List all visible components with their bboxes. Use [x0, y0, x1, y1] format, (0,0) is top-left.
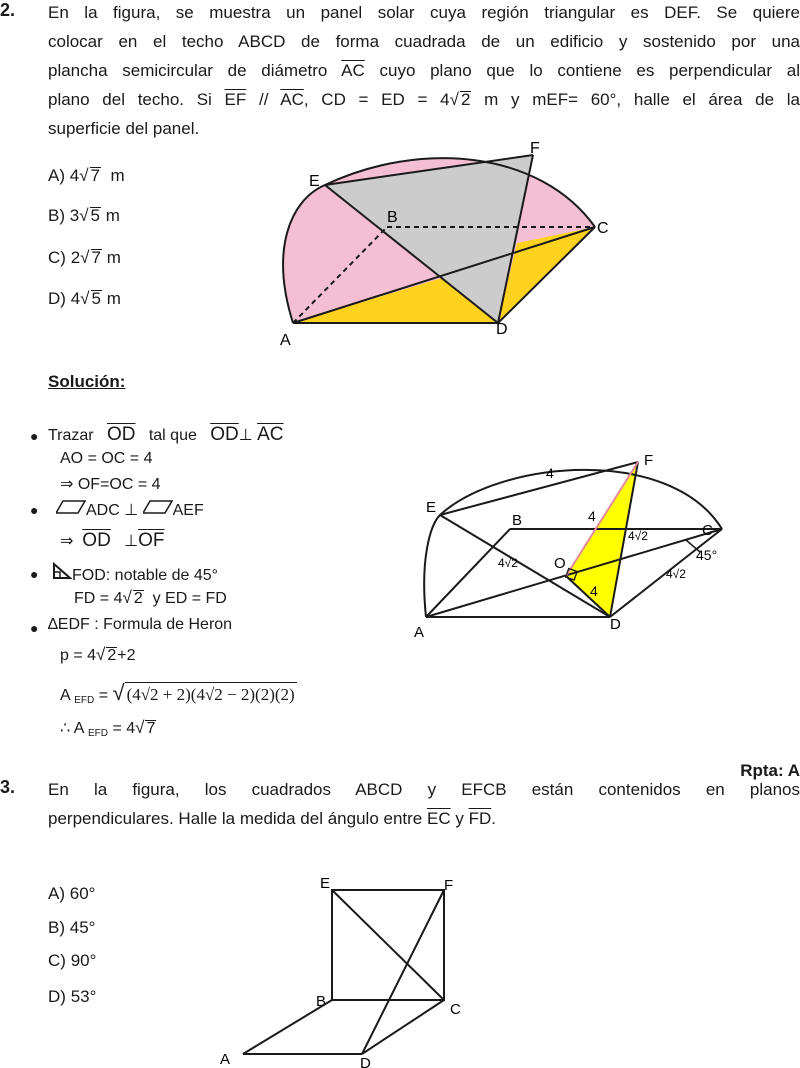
right-triangle-icon [52, 562, 72, 580]
solution-step-4b: p = 4√ 2+2 [60, 645, 136, 664]
option-d[interactable]: D) 53° [48, 987, 97, 1006]
svg-text:C: C [450, 1001, 461, 1018]
solution-title: Solución: [48, 372, 126, 391]
problem-statement: En la figura, se muestra un panel solar cuya región triangular es DEF. Se quiere colocar en el techo ABCD de forma cuadrada de un edificio y sostenido por una plancha semicircular de diámetro $\overline{AC}$ cuyo plano que lo contiene es perpendicular al plano del techo. Si $\overline{EF} // \overline{AC}$, CD = ED = 4√ 2 m y mEF= 60°, halle el área de la superficie del panel. [48, 3, 800, 138]
svg-text:F: F [444, 877, 454, 894]
option-b[interactable]: B) 45° [48, 918, 96, 937]
problem-number: 3. [0, 777, 16, 797]
option-d[interactable]: D) 4√ 5 m [48, 289, 121, 308]
option-c[interactable]: C) 2√ 7 m [48, 248, 121, 267]
svg-text:D: D [360, 1055, 371, 1068]
solution-step-3: FOD: notable de 45° [52, 562, 218, 585]
solution-step-1b: AO = OC = 4 [60, 450, 153, 467]
problem-statement-3: En la figura, los cuadrados ABCD y EFCB están contenidos en planos perpendiculares. Halle la medida del ángulo entre $\overline{EC}$ y $\overline{FD}$. [48, 780, 800, 828]
solution-step-2b: ⇒ $\overline{OD}$ $\perp\overline{OF}$ [60, 530, 165, 551]
svg-text:4√2: 4√2 [628, 529, 648, 543]
option-a[interactable]: A) 60° [48, 884, 96, 903]
point-d-label: D [496, 321, 508, 338]
solution-step-3b: FD = 4√ 2 y ED = FD [74, 588, 227, 607]
svg-text:4: 4 [588, 508, 596, 524]
point-a-label: A [280, 332, 291, 349]
svg-text:D: D [610, 616, 621, 633]
svg-text:E: E [320, 875, 331, 892]
option-b[interactable]: B) 3√ 5 m [48, 206, 120, 225]
svg-text:4√2: 4√2 [666, 567, 686, 581]
point-f-label: F [530, 140, 540, 157]
solution-step-1c: ⇒ OF=OC = 4 [60, 476, 161, 493]
heron-result: ∴ A $_{EFD}$ = 4√ 7 [60, 718, 156, 739]
solar-panel-figure [0, 0, 800, 360]
option-c[interactable]: C) 90° [48, 951, 97, 970]
bullet-icon: ● [30, 428, 39, 444]
svg-text:4: 4 [546, 465, 554, 481]
svg-text:F: F [644, 452, 654, 469]
svg-text:B: B [512, 512, 523, 529]
point-e-label: E [309, 173, 320, 190]
svg-text:4√2: 4√2 [498, 556, 518, 570]
svg-text:45°: 45° [696, 547, 718, 563]
solution-figure [400, 440, 740, 650]
squares-figure [200, 868, 500, 1068]
svg-text:B: B [316, 993, 327, 1010]
svg-text:A: A [414, 624, 425, 641]
solution-step-1: Trazar $\overline{OD}$ tal que $\overline{OD}\perp$ $\overline{AC}$ [48, 424, 284, 445]
option-a[interactable]: A) 4√ 7 m [48, 166, 125, 185]
svg-text:4: 4 [590, 583, 598, 599]
svg-text:C: C [702, 522, 713, 539]
plane-icon [56, 499, 86, 515]
point-c-label: C [597, 220, 609, 237]
heron-formula: A $_{EFD}$ = √ (4√2 + 2)(4√2 − 2)(2)(2) [60, 680, 295, 706]
svg-text:A: A [220, 1051, 231, 1068]
plane-icon [143, 499, 173, 515]
svg-text:E: E [426, 499, 437, 516]
bullet-icon: ● [30, 620, 39, 636]
problem-number: 2. [0, 0, 16, 20]
svg-text:O: O [554, 555, 566, 572]
point-b-label: B [387, 209, 398, 226]
bullet-icon: ● [30, 566, 39, 582]
solution-step-2: ADC ⊥ AEF [56, 499, 204, 520]
solution-step-4: ∆EDF : Formula de Heron [48, 616, 233, 633]
answer-label: Rpta: A [740, 761, 800, 780]
bullet-icon: ● [30, 502, 39, 518]
